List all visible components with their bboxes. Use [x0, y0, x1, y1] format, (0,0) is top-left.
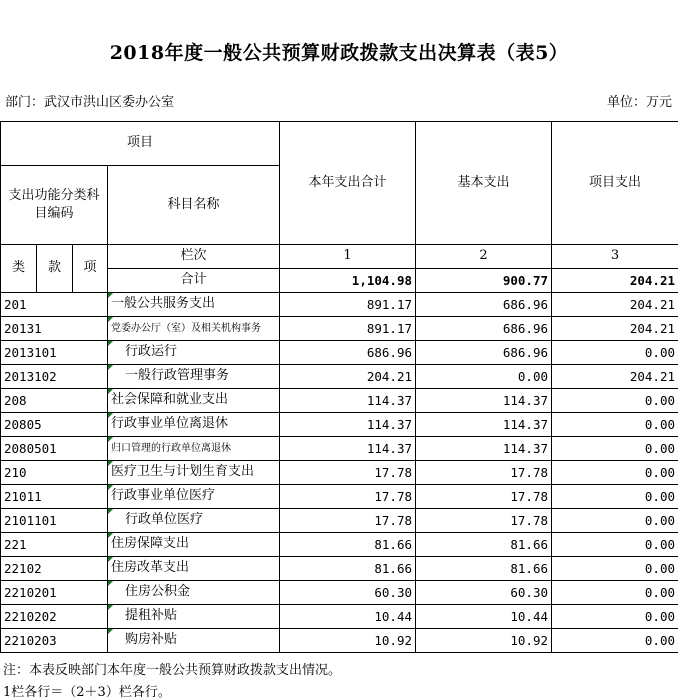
- row-subject-name: [108, 389, 280, 413]
- row-total: 81.66: [280, 557, 416, 581]
- row-code: [1, 629, 108, 653]
- row-project: 0.00: [552, 581, 678, 605]
- row-total: 10.44: [280, 605, 416, 629]
- cell-comment-marker-icon: [108, 413, 113, 418]
- row-total: 891.17: [280, 317, 416, 341]
- row-code-text: 210: [4, 465, 27, 480]
- row-basic: 686.96: [416, 341, 552, 365]
- row-subject-name: [108, 605, 280, 629]
- row-code: [1, 437, 108, 461]
- header-func-code: 支出功能分类科目编码: [1, 166, 108, 245]
- table-row: [1, 413, 678, 437]
- table-row: [1, 437, 678, 461]
- table-row: [1, 581, 678, 605]
- row-code-text: 2210201: [4, 585, 57, 600]
- header-xiang: 项: [73, 245, 108, 293]
- row-code: [1, 341, 108, 365]
- row-project: 0.00: [552, 533, 678, 557]
- page-title: 2018年度一般公共预算财政拨款支出决算表（表5）: [0, 38, 678, 65]
- row-code: [1, 317, 108, 341]
- row-project: 0.00: [552, 629, 678, 653]
- row-project: 0.00: [552, 341, 678, 365]
- total-total: 1,104.98: [280, 269, 416, 293]
- row-project: 0.00: [552, 413, 678, 437]
- row-project: 204.21: [552, 365, 678, 389]
- row-code-text: 2210203: [4, 633, 57, 648]
- table-row: [1, 605, 678, 629]
- row-basic: 114.37: [416, 389, 552, 413]
- row-subject-name: [108, 629, 280, 653]
- table-row: [1, 461, 678, 485]
- row-code-text: 22102: [4, 561, 42, 576]
- row-code: [1, 509, 108, 533]
- header-lanci: 栏次: [108, 245, 280, 269]
- row-code-text: 2210202: [4, 609, 57, 624]
- header-project: 项目: [1, 122, 280, 166]
- table-row: [1, 557, 678, 581]
- row-subject-name: [108, 557, 280, 581]
- row-basic: 60.30: [416, 581, 552, 605]
- row-basic: 81.66: [416, 557, 552, 581]
- cell-comment-marker-icon: [108, 317, 113, 322]
- row-code-text: 221: [4, 537, 27, 552]
- row-total: 17.78: [280, 509, 416, 533]
- row-subject-name: [108, 293, 280, 317]
- row-total: 686.96: [280, 341, 416, 365]
- cell-comment-marker-icon: [108, 629, 113, 634]
- row-code-text: 201: [4, 297, 27, 312]
- total-basic: 900.77: [416, 269, 552, 293]
- cell-comment-marker-icon: [108, 365, 113, 370]
- row-subject-name: [108, 317, 280, 341]
- row-code-text: 2101101: [4, 513, 57, 528]
- row-total: 81.66: [280, 533, 416, 557]
- row-subject-name-text: 购房补贴: [111, 632, 177, 647]
- row-subject-name: [108, 437, 280, 461]
- row-subject-name-text: 住房保障支出: [111, 536, 189, 551]
- row-code: [1, 293, 108, 317]
- row-code-text: 20805: [4, 417, 42, 432]
- header-col2: 2: [416, 245, 552, 269]
- row-total: 17.78: [280, 461, 416, 485]
- row-code: [1, 605, 108, 629]
- row-subject-name-text: 一般行政管理事务: [111, 368, 229, 383]
- header-row-3: [1, 245, 678, 269]
- row-subject-name-text: 党委办公厅（室）及相关机构事务: [111, 323, 261, 334]
- row-code-text: 2080501: [4, 441, 57, 456]
- header-basic-col: 基本支出: [416, 122, 552, 245]
- row-code: [1, 365, 108, 389]
- row-total: 17.78: [280, 485, 416, 509]
- row-total: 114.37: [280, 413, 416, 437]
- row-project: 0.00: [552, 389, 678, 413]
- row-code: [1, 581, 108, 605]
- row-subject-name: [108, 485, 280, 509]
- table-row: [1, 485, 678, 509]
- cell-comment-marker-icon: [108, 581, 113, 586]
- cell-comment-marker-icon: [108, 389, 113, 394]
- header-col3: 3: [552, 245, 678, 269]
- row-code: [1, 557, 108, 581]
- table-row: [1, 341, 678, 365]
- row-code: [1, 413, 108, 437]
- cell-comment-marker-icon: [108, 509, 113, 514]
- row-basic: 17.78: [416, 461, 552, 485]
- total-label: 合计: [108, 269, 280, 293]
- table-row: [1, 533, 678, 557]
- header-total-col: 本年支出合计: [280, 122, 416, 245]
- table-row: [1, 317, 678, 341]
- department-label: 部门：武汉市洪山区委办公室: [5, 91, 174, 110]
- row-basic: 114.37: [416, 437, 552, 461]
- header-kuan: 款: [37, 245, 73, 293]
- row-project: 0.00: [552, 509, 678, 533]
- row-basic: 686.96: [416, 293, 552, 317]
- row-subject-name: [108, 365, 280, 389]
- row-subject-name-text: 住房改革支出: [111, 560, 189, 575]
- row-total: 114.37: [280, 437, 416, 461]
- cell-comment-marker-icon: [108, 485, 113, 490]
- cell-comment-marker-icon: [108, 437, 113, 442]
- row-basic: 686.96: [416, 317, 552, 341]
- row-project: 204.21: [552, 293, 678, 317]
- row-total: 891.17: [280, 293, 416, 317]
- unit-label: 单位：万元: [607, 91, 672, 110]
- row-total: 204.21: [280, 365, 416, 389]
- row-basic: 17.78: [416, 485, 552, 509]
- header-subject-name: 科目名称: [108, 166, 280, 245]
- row-basic: 0.00: [416, 365, 552, 389]
- cell-comment-marker-icon: [108, 461, 113, 466]
- row-total: 114.37: [280, 389, 416, 413]
- row-subject-name-text: 医疗卫生与计划生育支出: [111, 464, 254, 479]
- row-code: [1, 485, 108, 509]
- row-subject-name-text: 行政单位医疗: [111, 512, 203, 527]
- row-subject-name-text: 行政事业单位离退休: [111, 416, 228, 431]
- row-basic: 10.44: [416, 605, 552, 629]
- row-subject-name-text: 一般公共服务支出: [111, 296, 215, 311]
- row-project: 0.00: [552, 605, 678, 629]
- footnote-1: 注：本表反映部门本年度一般公共预算财政拨款支出情况。: [3, 659, 341, 678]
- row-subject-name-text: 行政运行: [111, 344, 177, 359]
- row-project: 0.00: [552, 437, 678, 461]
- row-subject-name-text: 提租补贴: [111, 608, 177, 623]
- budget-table: [0, 121, 678, 653]
- row-project: 204.21: [552, 317, 678, 341]
- row-subject-name: [108, 533, 280, 557]
- header-col1: 1: [280, 245, 416, 269]
- row-basic: 81.66: [416, 533, 552, 557]
- row-basic: 10.92: [416, 629, 552, 653]
- row-code: [1, 389, 108, 413]
- cell-comment-marker-icon: [108, 341, 113, 346]
- header-lei: 类: [1, 245, 37, 293]
- row-subject-name-text: 社会保障和就业支出: [111, 392, 228, 407]
- header-project-col: 项目支出: [552, 122, 678, 245]
- row-basic: 17.78: [416, 509, 552, 533]
- row-code-text: 2013101: [4, 345, 57, 360]
- total-project: 204.21: [552, 269, 678, 293]
- row-code: [1, 461, 108, 485]
- header-row-1: [1, 122, 678, 166]
- row-subject-name: [108, 341, 280, 365]
- row-total: 60.30: [280, 581, 416, 605]
- row-subject-name: [108, 413, 280, 437]
- row-subject-name-text: 住房公积金: [111, 584, 190, 599]
- table-row: [1, 509, 678, 533]
- row-subject-name-text: 行政事业单位医疗: [111, 488, 215, 503]
- row-code-text: 208: [4, 393, 27, 408]
- row-subject-name: [108, 581, 280, 605]
- table-row: [1, 389, 678, 413]
- cell-comment-marker-icon: [108, 293, 113, 298]
- table-row: [1, 365, 678, 389]
- cell-comment-marker-icon: [108, 533, 113, 538]
- row-basic: 114.37: [416, 413, 552, 437]
- row-project: 0.00: [552, 485, 678, 509]
- table-row: [1, 629, 678, 653]
- table-row: [1, 293, 678, 317]
- footnote-2: 1栏各行＝（2＋3）栏各行。: [3, 681, 171, 700]
- row-subject-name: [108, 509, 280, 533]
- row-subject-name: [108, 461, 280, 485]
- row-code-text: 20131: [4, 321, 42, 336]
- row-subject-name-text: 归口管理的行政单位离退休: [111, 443, 231, 454]
- row-code-text: 2013102: [4, 369, 57, 384]
- cell-comment-marker-icon: [108, 605, 113, 610]
- row-code-text: 21011: [4, 489, 42, 504]
- row-total: 10.92: [280, 629, 416, 653]
- row-project: 0.00: [552, 461, 678, 485]
- row-code: [1, 533, 108, 557]
- cell-comment-marker-icon: [108, 557, 113, 562]
- row-project: 0.00: [552, 557, 678, 581]
